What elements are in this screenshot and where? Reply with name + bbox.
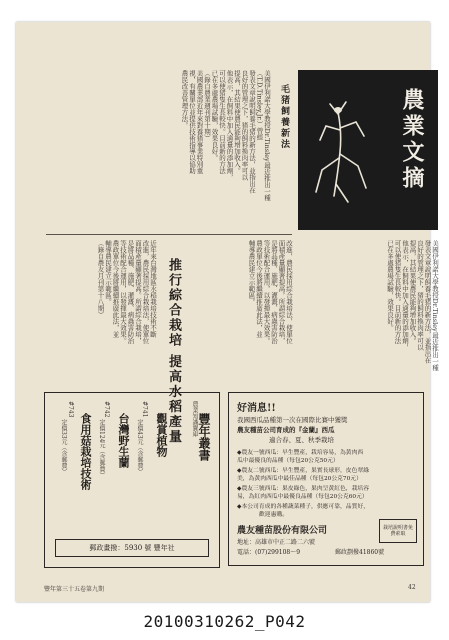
ad-headline: 好消息!! — [237, 403, 276, 414]
section-divider — [46, 234, 292, 235]
book-series-advertisement — [44, 392, 220, 568]
text-line: 改進，農民採用綜合栽培法，使單位 — [285, 240, 293, 344]
mantis-illustration-icon — [308, 92, 378, 212]
series-title: 豐年叢書 — [197, 413, 211, 461]
ad-line: 適合春、夏、秋季栽培 — [269, 436, 334, 444]
text-line: 發表文章說明飼養毛猪的新方法，並指出在 — [248, 70, 256, 194]
text-line: 提高，其結果使農民能夠增加收入。 — [233, 70, 241, 174]
ad-line: 農友種苗公司育成的『金蘭』西瓜 — [237, 426, 335, 434]
postal-transfer-box — [55, 539, 209, 557]
section-title: 農業文摘 — [399, 88, 425, 192]
page-number: 42 — [408, 584, 416, 591]
section-header-block — [298, 70, 438, 230]
text-line: 近年來台灣地區水稻栽培技術不斷 — [149, 240, 157, 338]
text-line: 農政單位今後將繼續推廣此法，並 — [111, 240, 120, 338]
text-line: 改進，農民採用綜合栽培法，使單位 — [141, 240, 150, 344]
postal-transfer-text: 郵政畫撥：5930 號 豐年社 — [89, 544, 175, 552]
ad-line: ◆農友三號西瓜：果皮綠色，果肉呈黃紅色，栽培容 — [237, 486, 369, 492]
book-price: 定價43元（含郵費） — [136, 419, 143, 475]
article2-body-left — [44, 240, 156, 390]
ad-line: ◆農友一號西瓜：早生豐產，栽培容易，為黃肉西 — [237, 450, 364, 456]
text-line: 農民改善管理方法。 — [180, 70, 189, 129]
ad-line: 瓜中最優良的品種（每包20公克50元） — [237, 458, 339, 464]
book-title: 食用菇栽培技術 — [79, 413, 92, 490]
free-manual-text: 栽培說明書免費索取 — [383, 525, 414, 537]
text-line: （錄自農業週刊第十期） — [203, 70, 211, 142]
text-line: 已在多處農場試驗，效果良好。 — [210, 70, 219, 161]
magazine-page — [16, 22, 439, 602]
text-line: 可以使猪隻生長較快。目前新的方法 — [393, 240, 402, 344]
book-code: #741 — [141, 401, 148, 418]
company-name: 農友種苗股份有限公司 — [237, 526, 328, 536]
book-title: 台灣野生蘭 — [117, 413, 130, 468]
text-line: 面積產量顯著提高。所謂綜合栽培， — [277, 240, 286, 344]
text-line: 面積產量顯著提高。所謂綜合栽培， — [134, 240, 142, 344]
text-line: 美國伊利諾大學教授Dr.Tinsley最近推出一種 — [263, 70, 271, 201]
text-line: 等技術配合運用，以發揮最大效果。 — [119, 240, 127, 344]
company-address: 地址：高雄市中正二路二六號 — [237, 539, 316, 546]
text-line: （T.D.Tinsley,Jr.）曾經 — [255, 70, 264, 141]
text-line: 是將品種、施肥、灌溉、病蟲害防治 — [126, 240, 135, 344]
ad-line: ◆本公司育成的各種蔬菜種子，供應可靠，品質好， — [237, 504, 369, 510]
text-line: 他表示，在飼料中加入適量的添加劑， — [401, 240, 409, 351]
free-manual-box — [379, 519, 417, 543]
book-price: 定價33元（含郵費） — [60, 419, 67, 475]
seed-company-advertisement — [228, 392, 424, 566]
text-line: 他表示，在飼料中加入適量的添加劑， — [225, 70, 234, 181]
series-subtitle: 農業知識寶庫 — [191, 401, 198, 437]
ad-line: 美，為黃肉西瓜中最佳品種（每包20公克70元） — [237, 476, 362, 482]
book-code: #743 — [67, 401, 74, 418]
text-line: 視，有關單位並提供技術指導以協助 — [188, 70, 196, 174]
text-line: 是將品種、施肥、灌溉、病蟲害防治 — [270, 240, 278, 344]
text-line: 等技術配合運用，以發揮最大效果。 — [262, 240, 271, 344]
ad-line: 易，為紅肉西瓜中最優良品種（每包20公克60元） — [237, 494, 368, 500]
article1-body-continued — [298, 240, 438, 390]
company-postal: 郵政劃撥41860號 — [335, 549, 385, 556]
text-line: 發表文章說明飼養毛猪的新方法，並指出在 — [423, 240, 432, 364]
text-line: 美國農業部近年來對養猪事業特別重 — [195, 70, 204, 174]
company-phone: 電話：(07)299108～9 — [237, 549, 301, 556]
archive-caption: 20100310262_P042 — [143, 612, 306, 631]
article1-subtitle: 毛猪飼養新法 — [279, 84, 289, 150]
text-line: 輔導農民建立示範區。 — [104, 240, 112, 305]
text-line: 可以使猪隻生長較快。目前新的方法 — [218, 70, 226, 174]
ad-line: ◆農友二號西瓜：早生豐產，果實長球形，皮色翠綠 — [237, 468, 369, 474]
text-line: 美國伊利諾大學教授Dr.Tinsley最近推出一種 — [431, 240, 439, 371]
text-line: 輔導農民建立示範區。 — [247, 240, 256, 305]
article2-body-right — [192, 240, 292, 390]
article1-body — [58, 70, 270, 230]
text-line: 良好的管理之下，猪的飼料換肉率可以 — [240, 70, 249, 181]
article2-title: 推行綜合栽培 提高水稻產量 — [166, 258, 181, 445]
text-line: （錄自農友月刊第十八期） — [96, 240, 105, 318]
text-line: 已在多處農場試驗，效果良好。 — [386, 240, 394, 331]
book-price: 定價124元（含郵費） — [98, 419, 105, 479]
text-line: 良好的管理之下，猪的飼料換肉率可以 — [416, 240, 424, 351]
book-title: 觀賞植物 — [155, 413, 168, 457]
issue-label: 豐年第三十五卷第九期 — [44, 586, 105, 593]
text-line: 提高，其結果使農民能夠增加收入。 — [408, 240, 417, 344]
book-code: #742 — [103, 401, 110, 418]
ad-line: 我國西瓜品種第一次在國際比賽中獲獎 — [237, 416, 348, 424]
ad-line: 歡迎惠購。 — [259, 512, 288, 518]
text-line: 農政單位今後將繼續推廣此法，並 — [255, 240, 263, 338]
